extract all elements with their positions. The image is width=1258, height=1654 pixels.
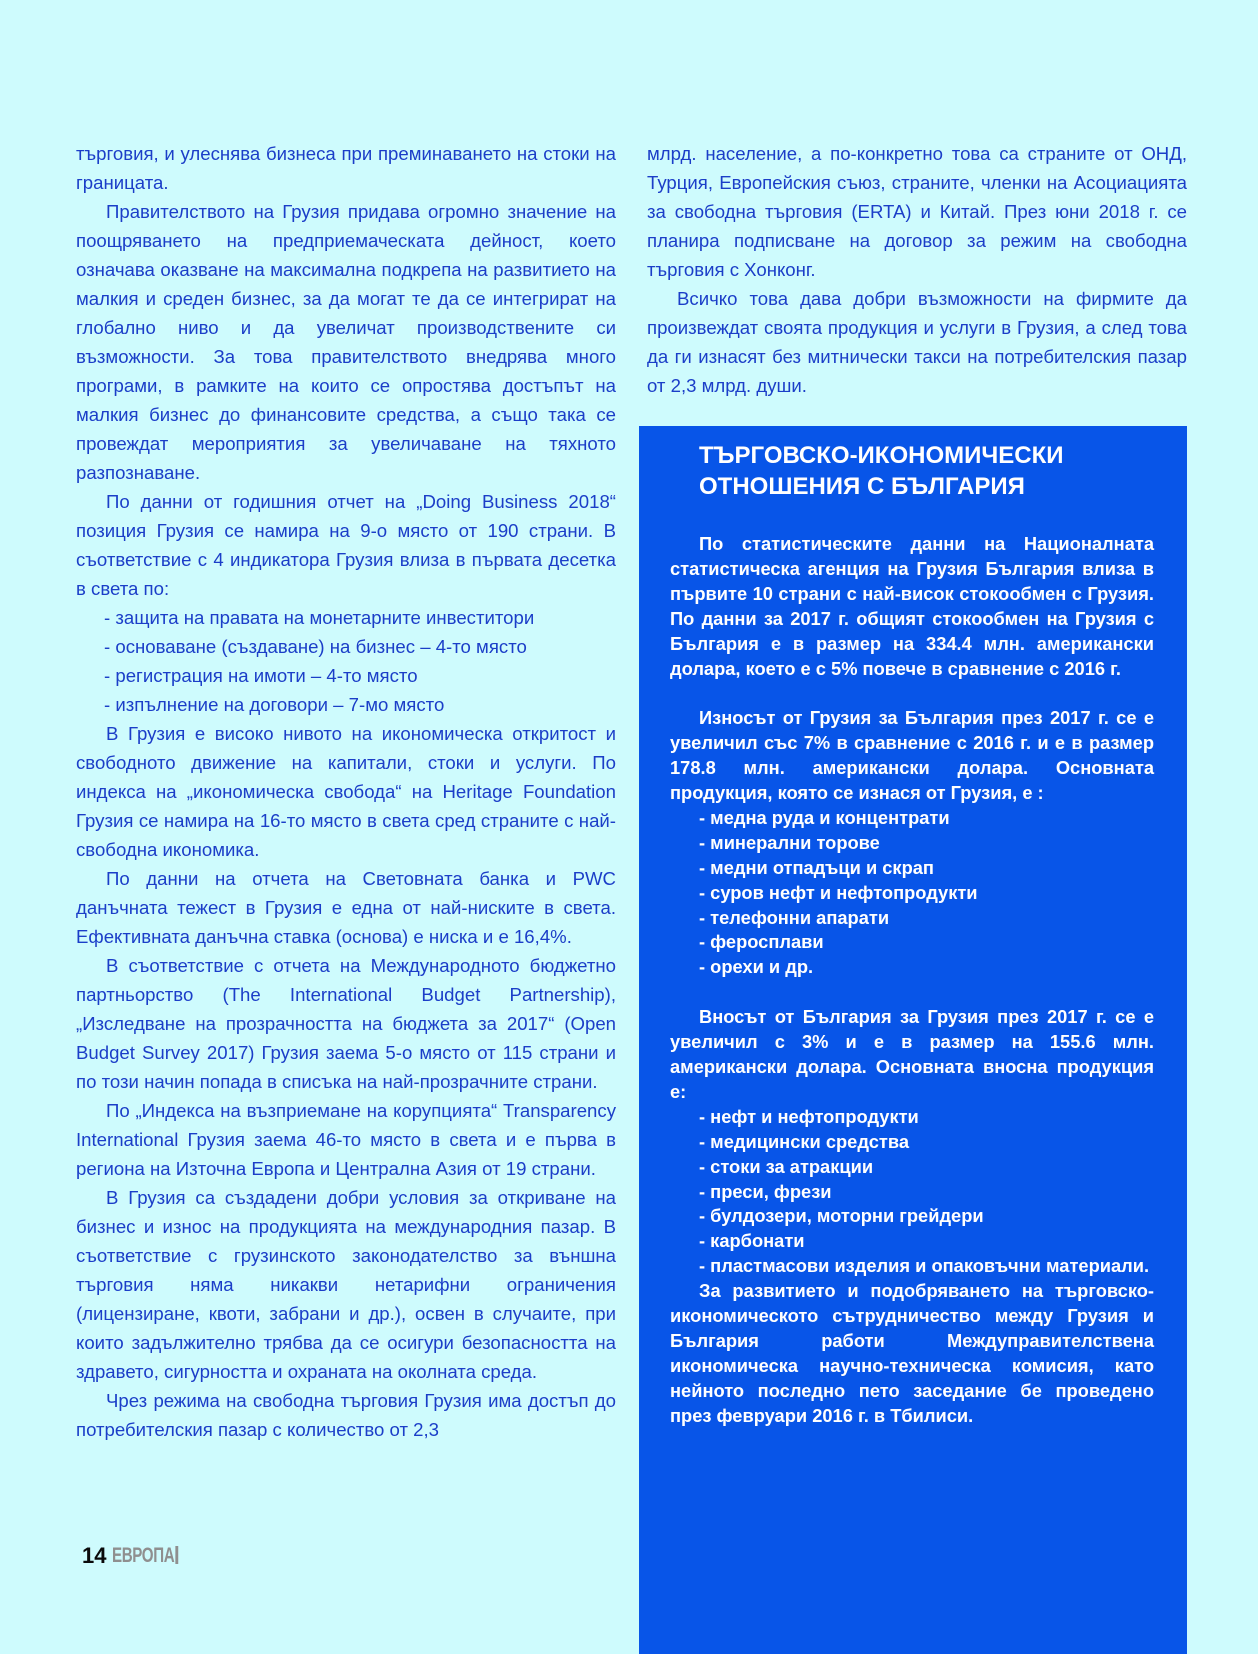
sidebar-body — [670, 532, 1154, 1429]
sidebar-box — [639, 426, 1187, 1654]
left-column-list-item: - регистрация на имоти – 4-то място — [104, 665, 418, 686]
sidebar-spacer — [670, 681, 1154, 706]
sidebar-spacer — [670, 980, 1154, 1005]
left-column-list-item: - изпълнение на договори – 7-мо място — [104, 694, 445, 715]
page-footer — [82, 1542, 204, 1570]
left-column-paragraph: В съответствие с отчета на Международното бюджетно партньорство (The International Budget Partnership), „Изследване на прозрачността на бюджета за 2017“ (Open Budget Survey 2017) Грузия заема 5-о място от 115 страни и по този начин попада в списъка на най-прозрачните страни. — [76, 955, 616, 1092]
sidebar-list-item: - феросплави — [699, 931, 824, 953]
left-column-paragraph: Чрез режима на свободна търговия Грузия има достъп до потребителския пазар с количество от 2,3 — [76, 1390, 616, 1440]
sidebar-list-item: - медни отпадъци и скрап — [699, 856, 934, 878]
left-column-list-item: - основаване (създаване) на бизнес – 4-то място — [104, 636, 527, 657]
left-column-paragraph: В Грузия е високо нивото на икономическа откритост и свободното движение на капитали, стоки и услуги. По индекса на „икономическа свобода“ на Heritage Foundation Грузия се намира на 16-то място в света сред страните с най-свободна икономика. — [76, 723, 616, 860]
left-column-paragraph: търговия, и улеснява бизнеса при преминаването на стоки на границата. — [76, 143, 616, 193]
sidebar-paragraph: За развитието и подобряването на търговско-икономическото сътрудничество между Грузия и България работи Междуправителствена икономическа научно-техническа комисия, като нейното последно пето заседание бе проведено през февруари 2016 г. в Тбилиси. — [670, 1280, 1154, 1426]
right-column-paragraph: Всичко това дава добри възможности на фирмите да произвеждат своята продукция и услуги в Грузия, а след това да ги изнасят без митнически такси на потребителския пазар от 2,3 млрд. души. — [647, 288, 1187, 396]
sidebar-list-item: - нефт и нефтопродукти — [699, 1105, 919, 1127]
left-column-paragraph: Правителството на Грузия придава огромно значение на поощряването на предприемаческата дейност, което означава оказване на максимална подкрепа на развитието на малкия и среден бизнес, за да могат те да се интегрират на глобално ниво и да увеличат производствените си възможности. За това правителството внедрява много програми, в рамките на които се опростява достъпът на малкия бизнес до финансовите средства, а също така се провеждат мероприятия за увеличаване на тяхното разпознаване. — [76, 201, 616, 483]
right-column-paragraph: млрд. население, а по-конкретно това са страните от ОНД, Турция, Европейския съюз, страните, членки на Асоциацията за свободна търговия (ERTA) и Китай. През юни 2018 г. се планира подписване на договор за режим на свободна търговия с Хонконг. — [647, 143, 1187, 280]
sidebar-list-item: - карбонати — [699, 1230, 805, 1252]
sidebar-list-item: - булдозери, моторни грейдери — [699, 1205, 984, 1227]
sidebar-list-item: - телефонни апарати — [699, 906, 890, 928]
sidebar-paragraph: Износът от Грузия за България през 2017 г. се е увеличил със 7% в сравнение с 2016 г. и е в размер 178.8 млн. американски долара. Основната продукция, която се изнася от Грузия, е : — [670, 707, 1154, 804]
sidebar-paragraph: Вносът от България за Грузия през 2017 г. се е увеличил с 3% и е в размер на 155.6 млн. американски долара. Основната вносна продукция е: — [670, 1006, 1154, 1102]
sidebar-list-item: - медицински средства — [699, 1130, 910, 1152]
left-column-paragraph: В Грузия са създадени добри условия за откриване на бизнес и износ на продукцията на международния пазар. В съответствие с грузинското законодателство за външна търговия няма никакви нетарифни ограничения (лицензиране, квоти, забрани и др.), освен в случаите, при които задължително трябва да се осигури безопасността на здравето, сигурността и охраната на околната среда. — [76, 1187, 616, 1382]
left-column-paragraph: По данни на отчета на Световната банка и PWC данъчната тежест в Грузия е една от най-ниските в света. Ефективната данъчна ставка (основа) е ниска и е 16,4%. — [76, 868, 616, 947]
page-number: 14 — [82, 1543, 107, 1568]
sidebar-title — [699, 440, 1139, 502]
sidebar-list-item: - минерални торове — [699, 831, 880, 853]
sidebar-paragraph: - пластмасови изделия и опаковъчни материали. — [699, 1255, 1150, 1277]
magazine-name: ЕВРОПА — [112, 1544, 175, 1567]
left-column-paragraph: По „Индекса на възприемане на корупцията“ Transparency International Грузия заема 46-то място в света и е първа в региона на Източна Европа и Централна Азия от 19 страни. — [76, 1100, 616, 1179]
sidebar-list-item: - суров нефт и нефтопродукти — [699, 881, 978, 903]
left-column-list-item: - защита на правата на монетарните инвеститори — [104, 607, 535, 628]
sidebar-list-item: - медна руда и концентрати — [699, 806, 950, 828]
left-column-paragraph: По данни от годишния отчет на „Doing Business 2018“ позиция Грузия се намира на 9-о място от 190 страни. В съответствие с 4 индикатора Грузия влиза в първата десетка в света по: — [76, 491, 616, 599]
logo-mark — [175, 1546, 178, 1564]
sidebar-list-item: - стоки за атракции — [699, 1155, 874, 1177]
sidebar-list-item: - преси, фрези — [699, 1180, 832, 1202]
sidebar-title-line1: ТЪРГОВСКО-ИКОНОМИЧЕСКИ — [699, 442, 1064, 469]
sidebar-paragraph: По статистическите данни на Националната статистическа агенция на Грузия България влиза в първите 10 страни с най-висок стокообмен с Грузия. По данни за 2017 г. общият стокообмен на Грузия с България е в размер на 334.4 млн. американски долара, което е с 5% повече в сравнение с 2016 г. — [670, 533, 1154, 679]
sidebar-title-line2: ОТНОШЕНИЯ С БЪЛГАРИЯ — [699, 473, 1025, 500]
magazine-logo — [112, 1544, 178, 1568]
sidebar-list-item: - орехи и др. — [699, 956, 814, 978]
right-column — [647, 139, 1187, 400]
left-column — [76, 139, 616, 1444]
